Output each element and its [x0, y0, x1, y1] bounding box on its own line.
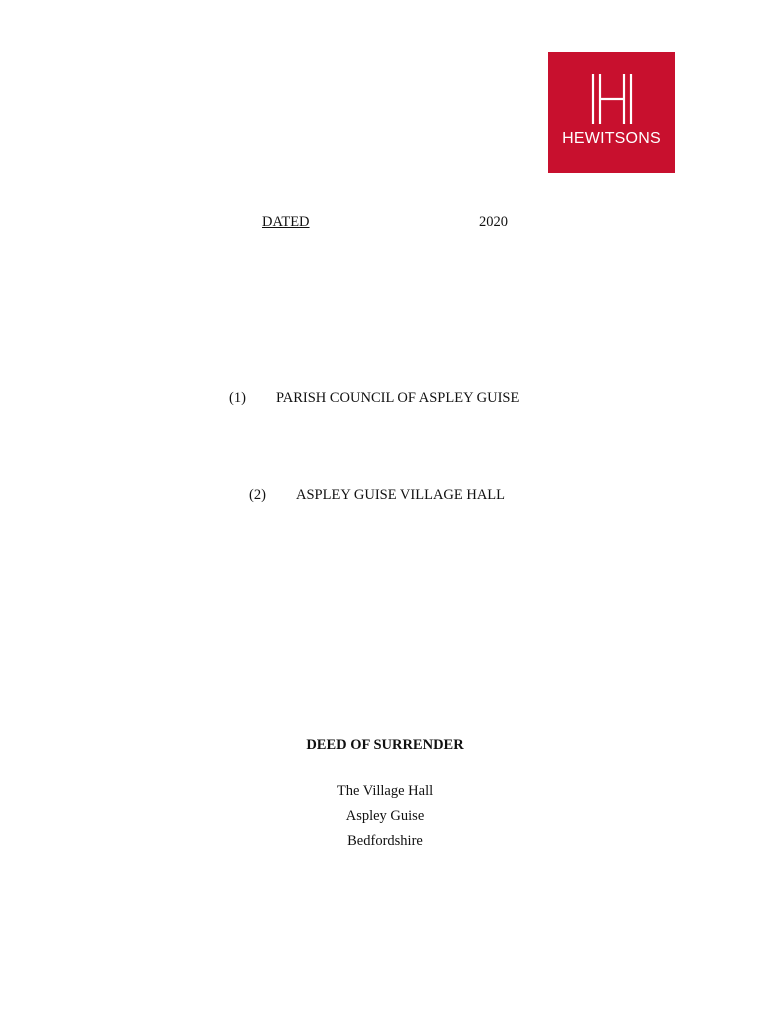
logo-wordmark: HEWITSONS	[562, 130, 661, 147]
letter-h-monogram-icon	[590, 74, 634, 124]
address-line: Aspley Guise	[345, 808, 425, 824]
dated-year: 2020	[479, 214, 508, 230]
address-line: Bedfordshire	[347, 833, 423, 849]
party-number: (1)	[229, 390, 246, 406]
hewitsons-logo	[548, 52, 675, 173]
party-name: ASPLEY GUISE VILLAGE HALL	[296, 487, 506, 503]
party-number: (2)	[249, 487, 266, 503]
property-address	[0, 779, 770, 854]
deed-title: DEED OF SURRENDER	[306, 737, 464, 753]
address-line: The Village Hall	[336, 783, 434, 799]
dated-label: DATED	[262, 214, 310, 230]
party-name: PARISH COUNCIL OF ASPLEY GUISE	[276, 390, 520, 406]
dated-line	[262, 214, 508, 231]
